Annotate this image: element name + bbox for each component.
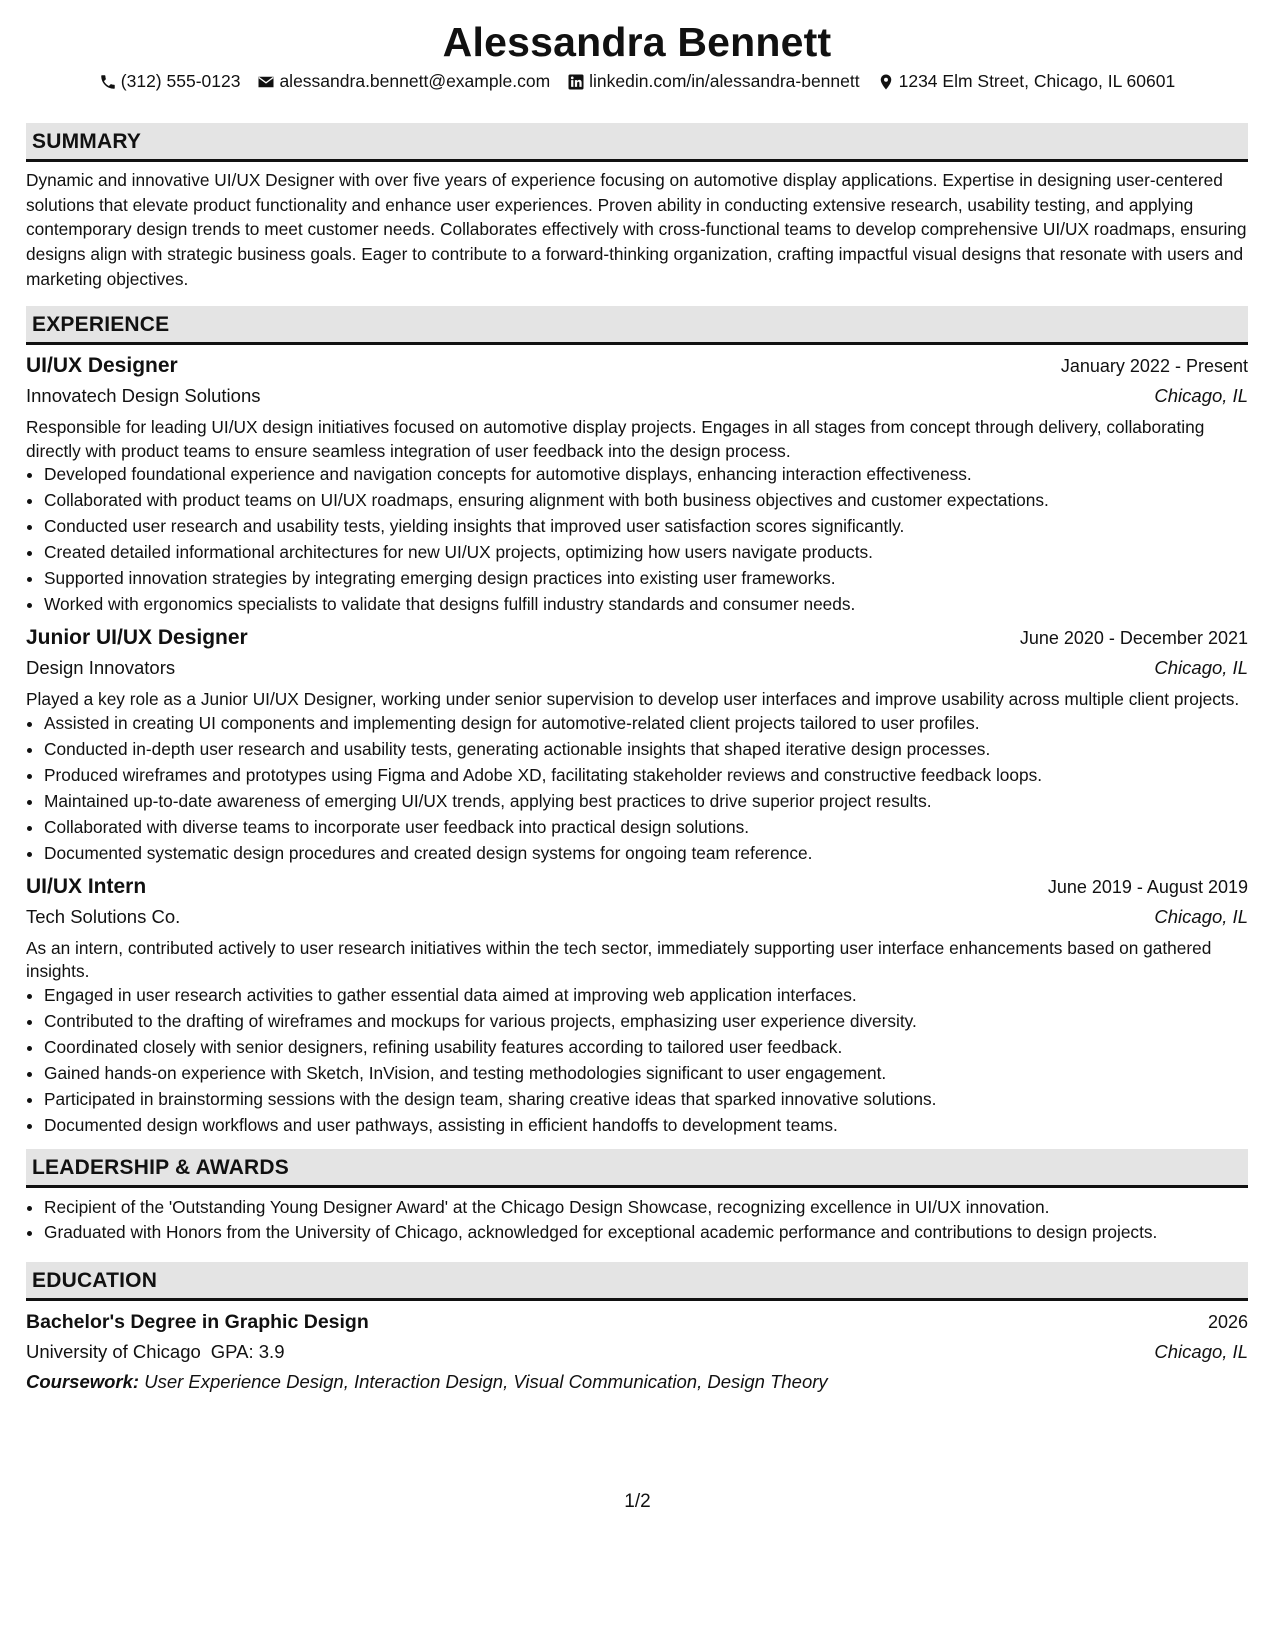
- job-company: Design Innovators: [26, 657, 176, 679]
- job-bullet: • Documented design workflows and user pathways, assisting in efficient handoffs to development teams.: [44, 1114, 1248, 1136]
- job-title: UI/UX Designer: [26, 354, 178, 378]
- linkedin-text[interactable]: linkedin.com/in/alessandra-bennett: [589, 71, 860, 92]
- school-name: University of Chicago: [26, 1340, 201, 1362]
- job-bullet: • Documented systematic design procedures and created design systems for ongoing team reference.: [44, 842, 1248, 864]
- envelope-icon: [257, 73, 275, 91]
- section-heading-education: EDUCATION: [26, 1262, 1248, 1301]
- job-description: Played a key role as a Junior UI/UX Designer, working under senior supervision to develop user interfaces and improve usability across multiple client projects.: [26, 689, 1240, 710]
- job-bullet: • Supported innovation strategies by integrating emerging design practices into existing user frameworks.: [44, 567, 1248, 589]
- email-text[interactable]: alessandra.bennett@example.com: [279, 71, 551, 92]
- job-bullet: • Created detailed informational architectures for new UI/UX projects, optimizing how users navigate products.: [44, 541, 1248, 563]
- job-bullet: • Developed foundational experience and navigation concepts for automotive displays, enhancing interaction effectiveness.: [44, 463, 1248, 485]
- job-dates: January 2022 - Present: [1060, 356, 1248, 377]
- job-entry: [26, 351, 1248, 615]
- job-bullet: • Conducted user research and usability tests, yielding insights that improved user satisfaction scores significantly.: [44, 515, 1248, 537]
- job-bullets: [26, 984, 1248, 1136]
- job-bullet: • Participated in brainstorming sessions with the design team, sharing creative ideas that sparked innovative solutions.: [44, 1088, 1248, 1110]
- coursework-label: Coursework:: [26, 1370, 140, 1392]
- phone-icon: [99, 73, 117, 91]
- page-number: 1/2: [624, 1491, 651, 1512]
- address-text: 1234 Elm Street, Chicago, IL 60601: [898, 71, 1176, 92]
- job-bullet: • Gained hands-on experience with Sketch, InVision, and testing methodologies significant to user engagement.: [44, 1062, 1248, 1084]
- job-description: As an intern, contributed actively to user research initiatives within the tech sector, immediately supporting user interface enhancements based on gathered insights.: [26, 937, 1212, 982]
- job-bullet: • Coordinated closely with senior designers, refining usability features according to tailored user feedback.: [44, 1036, 1248, 1058]
- award-item: • Graduated with Honors from the University of Chicago, acknowledged for exceptional academic performance and contributions to design projects.: [44, 1221, 1248, 1245]
- job-location: Chicago, IL: [1154, 905, 1248, 927]
- phone-text: (312) 555-0123: [120, 71, 241, 92]
- linkedin-icon: [567, 73, 585, 91]
- gpa-value: GPA: 3.9: [210, 1340, 285, 1362]
- coursework-list: User Experience Design, Interaction Design, Visual Communication, Design Theory: [144, 1370, 828, 1392]
- job-company: Tech Solutions Co.: [26, 905, 181, 927]
- job-dates: June 2020 - December 2021: [1019, 628, 1248, 649]
- job-bullet: • Assisted in creating UI components and implementing design for automotive-related client projects tailored to user profiles.: [44, 712, 1248, 734]
- education-entry: [26, 1307, 1248, 1396]
- candidate-name: Alessandra Bennett: [442, 19, 832, 65]
- leadership-list: [26, 1196, 1248, 1245]
- job-bullet: • Collaborated with product teams on UI/UX roadmaps, ensuring alignment with both business objectives and customer expectations.: [44, 489, 1248, 511]
- job-title: UI/UX Intern: [26, 874, 147, 898]
- section-heading-summary: SUMMARY: [26, 123, 1248, 162]
- graduation-year: 2026: [1207, 1311, 1248, 1332]
- map-pin-icon: [877, 73, 895, 91]
- job-entry: [26, 623, 1248, 864]
- job-description: Responsible for leading UI/UX design initiatives focused on automotive display projects. Engages in all stages from concept through delivery, collaborating directly with product teams to ensure seamless integration of user feedback into the design process.: [26, 417, 1205, 461]
- contact-email[interactable]: [257, 71, 550, 92]
- summary-text: Dynamic and innovative UI/UX Designer with over five years of experience focusing on automotive display applications. Expertise in designing user-centered solutions that elevate product functionality and enhance user experiences. Proven ability in conducting extensive research, usability testing, and applying contemporary design trends to meet customer needs. Collaborates effectively with cross-functional teams to develop comprehensive UI/UX roadmaps, ensuring designs align with strategic business goals. Eager to contribute to a forward-thinking organization, crafting impactful visual designs that resonate with users and marketing objectives.: [26, 170, 1247, 289]
- job-company: Innovatech Design Solutions: [26, 385, 261, 407]
- job-bullet: • Contributed to the drafting of wireframes and mockups for various projects, emphasizing user experience diversity.: [44, 1010, 1248, 1032]
- job-bullet: • Engaged in user research activities to gather essential data aimed at improving web application interfaces.: [44, 984, 1248, 1006]
- contact-address: [877, 71, 1176, 92]
- job-bullets: [26, 712, 1248, 864]
- resume-page: [26, 18, 1248, 1396]
- job-dates: June 2019 - August 2019: [1047, 876, 1248, 897]
- degree-title: Bachelor's Degree in Graphic Design: [26, 1310, 369, 1333]
- job-title: Junior UI/UX Designer: [26, 626, 248, 650]
- job-entry: [26, 872, 1248, 1136]
- section-heading-experience: EXPERIENCE: [26, 306, 1248, 345]
- contact-phone: [99, 71, 241, 92]
- job-location: Chicago, IL: [1154, 657, 1248, 679]
- job-bullet: • Collaborated with diverse teams to incorporate user feedback into practical design solutions.: [44, 816, 1248, 838]
- contact-linkedin[interactable]: [567, 71, 859, 92]
- job-bullet: • Conducted in-depth user research and usability tests, generating actionable insights that shaped iterative design processes.: [44, 738, 1248, 760]
- job-bullet: • Maintained up-to-date awareness of emerging UI/UX trends, applying best practices to drive superior project results.: [44, 790, 1248, 812]
- job-location: Chicago, IL: [1154, 385, 1248, 407]
- experience-list: [26, 351, 1248, 1136]
- school-line: [26, 1337, 285, 1367]
- school-location: Chicago, IL: [1154, 1340, 1248, 1362]
- award-item: • Recipient of the 'Outstanding Young Designer Award' at the Chicago Design Showcase, recognizing excellence in UI/UX innovation.: [44, 1196, 1248, 1220]
- contact-bar: [26, 71, 1248, 92]
- job-bullets: [26, 463, 1248, 615]
- section-heading-leadership: LEADERSHIP & AWARDS: [26, 1149, 1248, 1188]
- job-bullet: • Worked with ergonomics specialists to validate that designs fulfill industry standards and consumer needs.: [44, 593, 1248, 615]
- job-bullet: • Produced wireframes and prototypes using Figma and Adobe XD, facilitating stakeholder reviews and constructive feedback loops.: [44, 764, 1248, 786]
- coursework-line: [26, 1367, 1248, 1396]
